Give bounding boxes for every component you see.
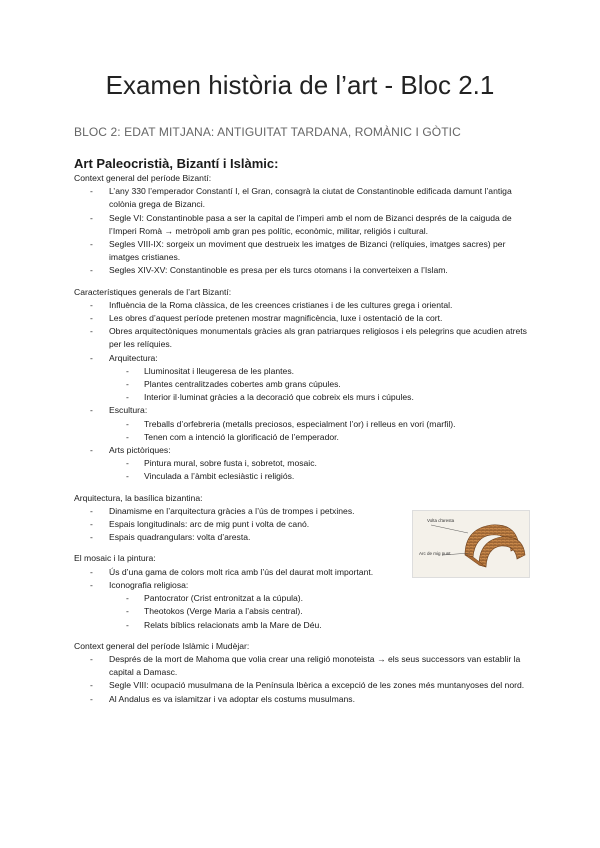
sub-list-item: - Plantes centralitzades cobertes amb grans cúpules. <box>74 378 534 391</box>
bullet-list <box>74 299 534 484</box>
section-label: Context general del període Bizantí: <box>74 173 212 183</box>
list-item <box>74 444 534 457</box>
list-item-text: Escultura: <box>109 405 148 416</box>
list-item <box>74 404 534 417</box>
list-item-text: Influència de la Roma clàssica, de les creences cristianes i de les cultures grega i oriental. <box>109 299 453 310</box>
list-item <box>74 238 534 264</box>
document-subtitle: BLOC 2: EDAT MITJANA: ANTIGUITAT TARDANA, ROMÀNIC I GÒTIC <box>74 125 461 139</box>
document-title: Examen història de l’art - Bloc 2.1 <box>105 70 495 100</box>
section-label: El mosaic i la pintura: <box>74 553 156 564</box>
list-item-text: Les obres d’aquest període pretenen mostrar magnificència, luxe i ostentació de la cort. <box>109 313 443 324</box>
list-item-text: Espais longitudinals: arc de mig punt i volta de canó. <box>109 519 310 530</box>
vault-illustration <box>412 510 530 578</box>
list-item <box>74 299 534 312</box>
list-item-text: Al Andalus es va islamitzar i va adoptar els costums musulmans. <box>109 693 355 704</box>
sub-list-item: - Pintura mural, sobre fusta i, sobretot, mosaic. <box>74 457 534 470</box>
bullet-list <box>74 185 534 277</box>
sub-list-item: - Vinculada a l’àmbit eclesiàstic i religiós. <box>74 470 534 483</box>
list-item-text: L’any 330 l’emperador Constantí I, el Gran, consagrà la ciutat de Constantinoble edificada damunt l’antiga colònia grega de Bizanci. <box>109 186 512 210</box>
list-item <box>74 579 534 592</box>
sub-list-item: - Lluminositat i lleugeresa de les plantes. <box>74 365 534 378</box>
document-body <box>74 172 534 706</box>
list-item-text: Segles VIII-IX: sorgeix un moviment que destrueix les imatges de Bizanci (relíquies, imatges sacres) per imatges cristianes. <box>109 239 506 263</box>
list-item <box>74 212 534 238</box>
section-label: Context general del període Islàmic i Mudèjar: <box>74 640 250 651</box>
list-item <box>74 325 534 351</box>
list-item <box>74 312 534 325</box>
list-item-text: Segles XIV-XV: Constantinoble es presa per els turcs otomans i la converteixen a l’Islam. <box>109 265 448 276</box>
sub-list-item: - Relats bíblics relacionats amb la Mare de Déu. <box>74 619 534 632</box>
list-item-text: Iconografia religiosa: <box>109 579 189 590</box>
sub-list-item: - Theotokos (Verge Maria a l’absis central). <box>74 605 534 618</box>
figure-label-top: Volta d'aresta <box>427 518 455 523</box>
bullet-list <box>74 653 534 706</box>
list-item-text: Arts pictòriques: <box>109 445 171 456</box>
section-heading: Art Paleocristià, Bizantí i Islàmic: <box>74 156 279 171</box>
sub-list-item: - Interior il·luminat gràcies a la decoració que cobreix els murs i cúpules. <box>74 391 534 404</box>
sub-list-item: - Treballs d’orfebreria (metalls preciosos, especialment l’or) i relleus en vori (marfil). <box>74 418 534 431</box>
list-item <box>74 693 534 706</box>
list-item-text: Segle VIII: ocupació musulmana de la Península Ibèrica a excepció de les zones més muntanyoses del nord. <box>109 680 525 691</box>
list-item <box>74 185 534 211</box>
list-item <box>74 264 534 277</box>
figure-label-bottom: Arc de mig punt <box>419 551 451 556</box>
list-item <box>74 653 534 679</box>
sub-list-item: - Tenen com a intenció la glorificació de l’emperador. <box>74 431 534 444</box>
list-item-text: Després de la mort de Mahoma que volia crear una religió monoteista → els seus successors van establir la capital a Damasc. <box>109 653 521 678</box>
section-label: Característiques generals de l’art Bizantí: <box>74 286 232 297</box>
list-item <box>74 679 534 692</box>
list-item-text: Espais quadrangulars: volta d’aresta. <box>109 532 251 543</box>
list-item-text: Arquitectura: <box>109 352 158 363</box>
list-item-text: Obres arquitectòniques monumentals gràcies als gran patriarques religiosos i els pelegrins que acudien atrets per les relíquies. <box>109 326 527 350</box>
section-label: Arquitectura, la basílica bizantina: <box>74 492 203 503</box>
list-item-text: Segle VI: Constantinoble pasa a ser la capital de l’imperi amb el nom de Bizanci després de la caiguda de l’Imperi Romà → metròpoli amb gran pes polític, econòmic, militar, religiós i cultural. <box>109 212 512 236</box>
list-item <box>74 352 534 365</box>
list-item-text: Dinamisme en l’arquitectura gràcies a l’ús de trompes i petxines. <box>109 505 355 516</box>
sub-list-item: - Pantocrator (Crist entronitzat a la cúpula). <box>74 592 534 605</box>
list-item-text: Ús d’una gama de colors molt rica amb l’ús del daurat molt important. <box>109 566 374 577</box>
